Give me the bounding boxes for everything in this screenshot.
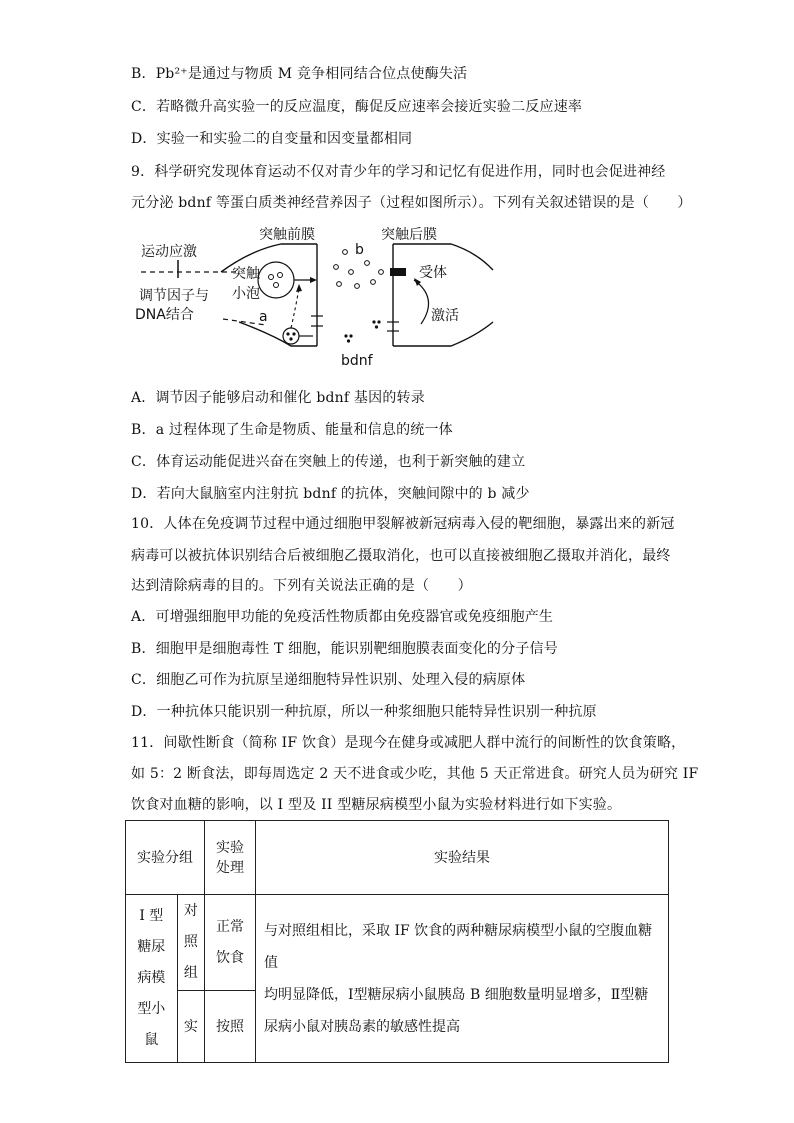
experiment-table	[125, 820, 669, 1063]
q10-option-c: C．细胞乙可作为抗原呈递细胞特异性识别、处理入侵的病原体	[131, 672, 526, 688]
bdnf-particles	[344, 320, 380, 342]
q11-stem-line1: 11．间歇性断食（简称 IF 饮食）是现今在健身或减肥人群中流行的间断性的饮食策略，	[131, 735, 686, 751]
row-control-group: 对 照 组	[177, 895, 204, 991]
q10-option-a: A．可增强细胞甲功能的免疫活性物质都由免疫器官或免疫细胞产生	[131, 609, 554, 625]
q10-stem-line1: 10．人体在免疫调节过程中通过细胞甲裂解被新冠病毒入侵的靶细胞，暴露出来的新冠	[131, 516, 675, 532]
row-exp-group: 实	[177, 991, 204, 1063]
q10-option-d: D．一种抗体只能识别一种抗原，所以一种浆细胞只能特异性识别一种抗原	[131, 704, 597, 720]
label-regulator-line1: 调节因子与	[139, 288, 209, 304]
q9-option-b: B．a 过程体现了生命是物质、能量和信息的统一体	[131, 422, 453, 438]
q8-option-c: C．若略微升高实验一的反应温度，酶促反应速率会接近实验二反应速率	[131, 99, 583, 115]
activate-arrow	[414, 280, 429, 324]
label-bdnf: bdnf	[341, 353, 373, 369]
label-vesicle-line1: 突触	[232, 266, 260, 282]
q10-stem-line2: 病毒可以被抗体识别结合后被细胞乙摄取消化，也可以直接被细胞乙摄取并消化，最终	[131, 548, 671, 564]
q10-option-b: B．细胞甲是细胞毒性 T 细胞，能识别靶细胞膜表面变化的分子信号	[131, 641, 558, 657]
q9-option-d: D．若向大鼠脑室内注射抗 bdnf 的抗体，突触间隙中的 b 减少	[131, 486, 530, 502]
q9-stem-line2: 元分泌 bdnf 等蛋白质类神经营养因子（过程如图所示）。下列有关叙述错误的是（ ）	[131, 195, 692, 211]
label-postsynaptic-membrane: 突触后膜	[381, 227, 437, 243]
bdnf-vesicle	[283, 328, 299, 344]
q10-stem-line3: 达到清除病毒的目的。下列有关说法正确的是（ ）	[131, 578, 472, 594]
label-activate: 激活	[431, 308, 459, 324]
header-treatment: 实验 处理	[205, 821, 256, 895]
q11-stem-line2: 如 5：2 断食法，即每周选定 2 天不进食或少吃，其他 5 天正常进食。研究人员为研究 IF	[131, 766, 699, 782]
row-type1-mouse: I 型 糖尿 病模 型小 鼠	[126, 895, 178, 1063]
label-receptor: 受体	[419, 265, 447, 281]
label-presynaptic-membrane: 突触前膜	[259, 227, 315, 243]
a-process-arrow	[291, 288, 299, 328]
q9-option-c: C．体育运动能促进兴奋在突触上的传递，也利于新突触的建立	[131, 454, 526, 470]
label-vesicle-line2: 小泡	[232, 286, 260, 302]
q8-option-b: B．Pb²⁺是通过与物质 M 竞争相同结合位点使酶失活	[131, 66, 468, 82]
synaptic-vesicle	[258, 262, 294, 298]
q8-option-d: D．实验一和实验二的自变量和因变量都相同	[131, 131, 413, 147]
label-exercise-stress: 运动应激	[141, 244, 197, 260]
row-exp-treatment: 按照	[205, 991, 256, 1063]
result-cell: 与对照组相比，采取 IF 饮食的两种糖尿病模型小鼠的空腹血糖值 均明显降低，Ⅰ型糖尿病小鼠胰岛 B 细胞数量明显增多，Ⅱ型糖 尿病小鼠对胰岛素的敏感性提高	[256, 895, 669, 1063]
label-regulator-line2: DNA结合	[135, 307, 194, 323]
label-b: b	[355, 242, 364, 258]
synapse-diagram	[131, 222, 511, 372]
q9-option-a: A．调节因子能够启动和催化 bdnf 基因的转录	[131, 390, 425, 406]
receptor	[390, 268, 406, 276]
presynaptic-bottom-edge	[239, 322, 317, 346]
q9-stem-line1: 9．科学研究发现体育运动不仅对青少年的学习和记忆有促进作用，同时也会促进神经	[131, 164, 666, 180]
row-control-treatment: 正常 饮食	[205, 895, 256, 991]
header-group: 实验分组	[126, 821, 205, 895]
label-a: a	[259, 309, 268, 325]
header-result: 实验结果	[256, 821, 669, 895]
q11-stem-line3: 饮食对血糖的影响，以 I 型及 II 型糖尿病模型小鼠为实验材料进行如下实验。	[131, 797, 622, 813]
